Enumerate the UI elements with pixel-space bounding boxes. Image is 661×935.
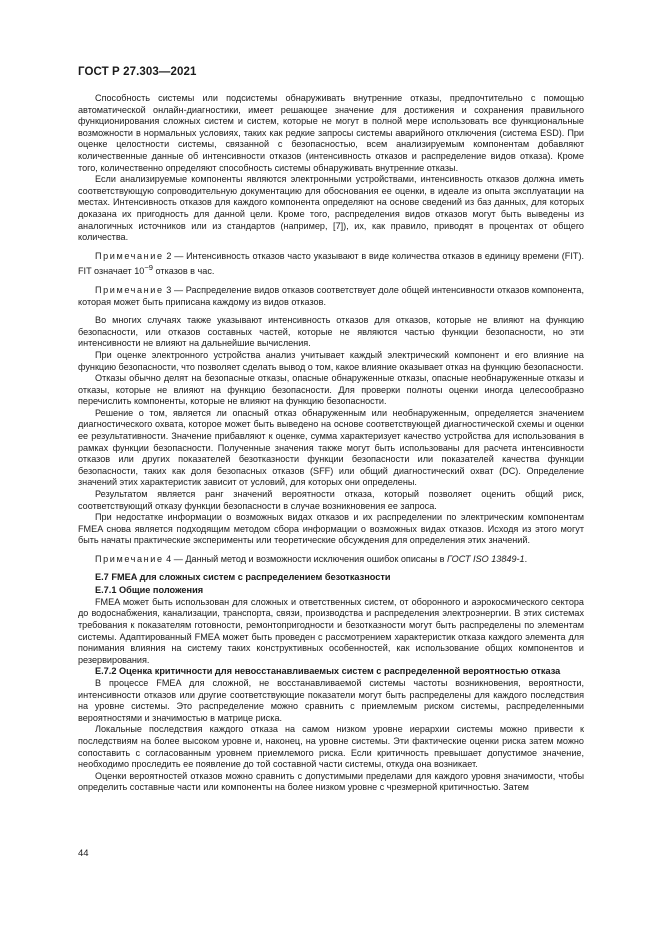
section-heading-e72: Е.7.2 Оценка критичности для невосстанавливаемых систем с распределенной вероятностью отказа	[95, 666, 561, 677]
paragraph: При недостатке информации о возможных видах отказов и их распределении по электрическим компонентам FMEA снова является подходящим методом сбора информации о возможных видах отказов. Исходя из этого могут быть начаты практические эксперименты или теоретические обсуждения для определения этих значений.	[78, 512, 584, 546]
paragraph: Результатом является ранг значений вероятности отказа, который позволяет оценить общий риск, соответствующий отказу функции безопасности в случае возникновения ее запроса.	[78, 489, 584, 511]
note-label: Примечание	[95, 250, 164, 261]
note-label: Примечание	[95, 284, 164, 295]
note-text: 3 — Распределение видов отказов соответствует доле общей интенсивности отказов компонента, которая может быть приписана каждому из видов отказов.	[78, 284, 584, 307]
note-3	[78, 285, 584, 308]
paragraph: Решение о том, является ли опасный отказ обнаруженным или необнаруженным, определяется значением диагностического охвата, которое может быть выведено на основе соответствующей диагностической схемы и оценки ее результативности. Значение прибавляют к оценке, сумма характеризует качество устройства для использования в рамках функции безопасности. Полученные значения также могут быть использованы для расчета интенсивности отказов или других показателей безотказности функции безопасности или показателей качества функции безопасности, таких как доля безопасных отказов (SFF) или общий диагностический охват (DC). Определение значений этих характеристик зависит от условий, для которых они определены.	[78, 407, 584, 488]
note-text: 4 — Данный метод и возможности исключения ошибок описаны в	[163, 554, 447, 564]
note-4	[78, 554, 584, 566]
paragraph: FMEA может быть использован для сложных и ответственных систем, от оборонного и аэрокосмического сектора до водоснабжения, канализации, транспорта, связи, производства и распределения электроэнергии. В этих системах требования к показателям готовности, ремонтопригодности и безотказности могут быть распределены по элементам системы. Адаптированный FMEA может быть проведен с рассмотрением характеристик отказа каждого элемента для понимания влияния на систему таких конструктивных особенностей, как использование общих компонентов и резервирования.	[78, 596, 584, 665]
paragraph: При оценке электронного устройства анализ учитывает каждый электрический компонент и его влияние на функцию безопасности, что позволяет сделать вывод о том, какое влияние оказывает отказ на функцию безопасности.	[78, 349, 584, 372]
note-text-end: отказов в час.	[153, 266, 215, 277]
note-label: Примечание	[95, 554, 164, 564]
section-heading-e71: Е.7.1 Общие положения	[95, 585, 204, 596]
paragraph: Если анализируемые компоненты являются электронными устройствами, интенсивность отказов должна иметь соответствующую сопроводительную документацию для обоснования ее оценки, в идеале из опыта эксплуатации на местах. Интенсивность отказов для каждого компонента определяют на основе сведений из баз данных, для которых доказана их пригодность для данной цели. Кроме того, распределения видов отказов могут быть выведены из аналогичных источников или из стандартов (например, [7]), их, как правило, приводят в процентах от общего количества.	[78, 174, 584, 243]
document-header: ГОСТ Р 27.303—2021	[78, 66, 197, 78]
paragraph: Во многих случаях также указывают интенсивность отказов для отказов, которые не влияют на функцию безопасности, или отказов составных частей, которые не являются частью функции безопасности, но эти интенсивности не влияют на дальнейшие вычисления.	[78, 315, 584, 349]
paragraph: Локальные последствия каждого отказа на самом низком уровне иерархии системы можно привести к последствиям на более высоком уровне и, наконец, на уровне системы. Эти фактические оценки риска затем можно сопоставить с согласованным уровнем приемлемого риска. Если критичность превышает допустимое значение, необходимо проследить ее появление до той составной части системы, откуда она возникает.	[78, 724, 584, 770]
paragraph: Оценки вероятностей отказов можно сравнить с допустимыми пределами для каждого уровня значимости, чтобы определить составные части или компоненты на более низком уровне с чрезмерной критичностью. Затем	[78, 770, 584, 793]
paragraph: Способность системы или подсистемы обнаруживать внутренние отказы, предпочтительно с помощью автоматической онлайн-диагностики, имеет решающее значение для достижения и сохранения правильного функционирования сложных систем и систем, которые не могут в полной мере использовать все функциональные возможности в нормальных условиях, таких как редкие запросы системы аварийного отключения (система ESD). При оценке целостности системы, связанной с безопасностью, всем анализируемым компонентам добавляют количественные данные об интенсивности отказов (интенсивность отказов и распределение видов отказа). Кроме того, количественно определяют способность системы обнаруживать внутренние отказы.	[78, 93, 584, 173]
note-reference: ГОСТ ISO 13849-1	[446, 554, 525, 564]
paragraph: Отказы обычно делят на безопасные отказы, опасные обнаруженные отказы, опасные необнаруженные отказы и отказы, которые не влияют на функцию безопасности. Для проверки полноты оценки иногда целесообразно перечислить компоненты, которые не влияют на функцию безопасности.	[78, 373, 584, 407]
paragraph: В процессе FMEA для сложной, не восстанавливаемой системы частоты возникновения, вероятности, интенсивности отказов или другие соответствующие показатели могут быть распределены для каждого последствия на уровне системы. Это распределение можно сравнить с приемлемым риском системы, распределенными вероятностями и значимостью в матрице риска.	[78, 677, 584, 723]
page-number: 44	[78, 848, 89, 859]
document-body	[78, 93, 584, 794]
section-heading-e7: Е.7 FMEA для сложных систем с распределением безотказности	[95, 571, 391, 582]
note-exponent: −9	[144, 263, 154, 273]
note-text: 2 — Интенсивность отказов часто указывают в виде количества отказов в единицу времени (FIT). FIT означает 10	[78, 250, 584, 277]
note-text-end: .	[524, 554, 528, 564]
note-2	[78, 251, 584, 278]
